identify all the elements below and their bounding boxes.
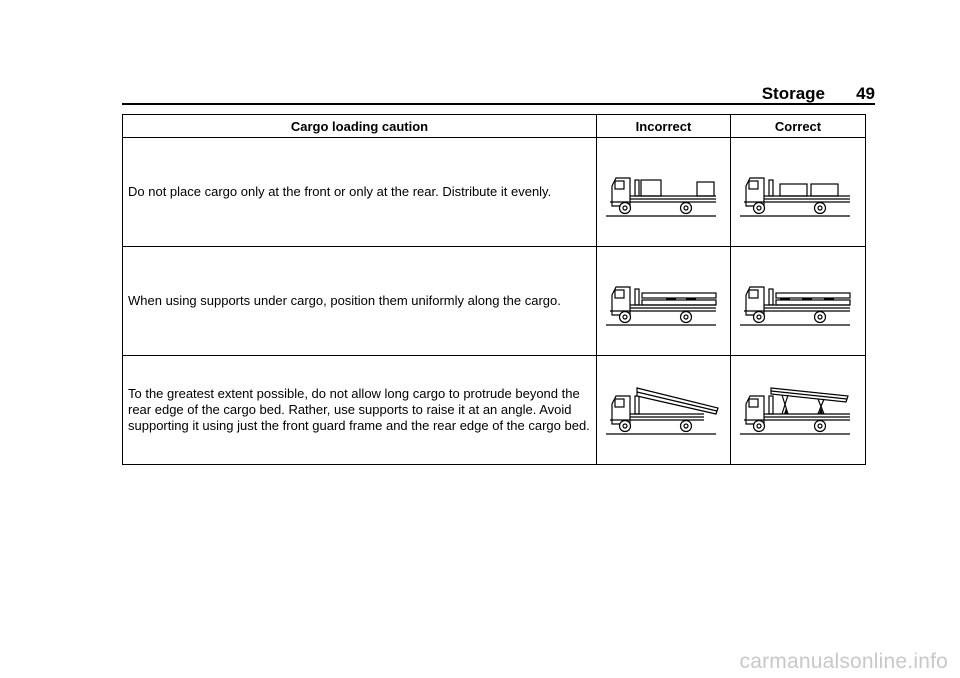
page-number: 49 — [856, 84, 875, 103]
correct-cell — [731, 356, 866, 465]
truck-supports-even-icon — [738, 273, 858, 329]
column-header-incorrect: Incorrect — [597, 115, 731, 138]
truck-supports-uneven-icon — [604, 273, 724, 329]
table-row — [123, 247, 866, 356]
caution-text: When using supports under cargo, position them uniformly along the cargo. — [123, 247, 597, 356]
truck-cargo-even-icon — [738, 164, 858, 220]
incorrect-cell — [597, 247, 731, 356]
table-header-row — [123, 115, 866, 138]
truck-cargo-uneven-icon — [604, 164, 724, 220]
column-header-correct: Correct — [731, 115, 866, 138]
table-row — [123, 356, 866, 465]
correct-cell — [731, 247, 866, 356]
page-header — [122, 84, 875, 104]
truck-long-cargo-unsupported-icon — [604, 382, 724, 438]
caution-text: To the greatest extent possible, do not allow long cargo to protrude beyond the rear edge of the cargo bed. Rather, use supports to raise it at an angle. Avoid supporting it using just the front guard frame and the rear edge of the cargo bed. — [123, 356, 597, 465]
incorrect-cell — [597, 138, 731, 247]
incorrect-cell — [597, 356, 731, 465]
header-divider — [122, 103, 875, 105]
correct-cell — [731, 138, 866, 247]
cargo-caution-table — [122, 114, 866, 465]
table-row — [123, 138, 866, 247]
caution-text: Do not place cargo only at the front or only at the rear. Distribute it evenly. — [123, 138, 597, 247]
truck-long-cargo-supported-icon — [738, 382, 858, 438]
section-title: Storage — [761, 84, 825, 103]
watermark: carmanualsonline.info — [739, 650, 948, 673]
column-header-caution: Cargo loading caution — [123, 115, 597, 138]
